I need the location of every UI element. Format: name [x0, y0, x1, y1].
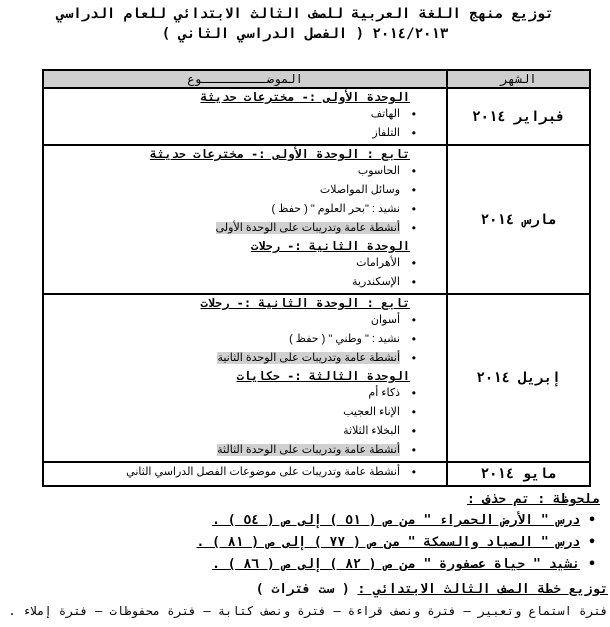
month-cell — [447, 145, 590, 294]
plan-periods: ( ست فترات ) — [255, 582, 350, 597]
month-cell — [447, 88, 590, 145]
list-item — [44, 349, 446, 368]
table-header-row — [43, 70, 590, 88]
deleted-lessons-list — [0, 510, 600, 576]
lesson-list — [44, 254, 446, 292]
list-item: • التلفاز — [44, 124, 446, 143]
list-item: • نشيد : " وطني " ( حفظ ) — [44, 330, 446, 349]
document-title: توزيع منهج اللغة العربية للصف الثالث الابتدائي للعام الدراسي — [56, 6, 554, 22]
month-cell — [447, 462, 590, 486]
list-item: • وسائل المواصلات — [44, 181, 446, 200]
table-row — [43, 88, 590, 145]
topic-cell — [43, 462, 447, 486]
month-cell — [447, 294, 590, 462]
table-row — [43, 145, 590, 294]
list-item: • نشيد : "بحر العلوم " ( حفظ ) — [44, 200, 446, 219]
lesson-list — [44, 463, 446, 482]
topic-cell — [43, 294, 447, 462]
list-item: • الإسكندرية — [44, 273, 446, 292]
highlighted-activity: أنشطة عامة وتدريبات على الوحدة الثالثة — [217, 444, 400, 456]
unit-heading: الوحدة الثانية :- رحلات — [251, 239, 410, 253]
lesson-list — [44, 105, 446, 143]
table-row — [43, 462, 590, 486]
list-item: • الهاتف — [44, 105, 446, 124]
header-topic: الموضـــــــــوع — [43, 70, 447, 88]
plan-heading — [0, 582, 608, 597]
list-item — [44, 441, 446, 460]
month-label: مارس ٢٠١٤ — [480, 211, 557, 228]
document-subtitle: ٢٠١٤/٢٠١٣ ( الفصل الدراسي الثاني ) — [161, 26, 449, 42]
list-item: • أنشطة عامة وتدريبات على موضوعات الفصل الدراسي الثاني — [44, 463, 446, 482]
list-item: • أسوان — [44, 311, 446, 330]
topic-cell — [43, 145, 447, 294]
list-item: • الإناء العجيب — [44, 403, 446, 422]
lesson-list — [44, 384, 446, 460]
notes-heading: ملحوظة : تم حذف : — [466, 492, 600, 507]
highlighted-activity: أنشطة عامة وتدريبات على الوحدة الثانية — [217, 352, 400, 364]
list-item — [44, 219, 446, 238]
list-item: • البخلاء الثلاثة — [44, 422, 446, 441]
list-item: • درس " الأرض الحمراء " من ص ( ٥١ ) إلى ص ( ٥٤ ) . — [0, 510, 600, 532]
list-item: • ذكاء أم — [44, 384, 446, 403]
list-item: • درس " الصياد والسمكة " من ص ( ٧٧ ) إلى ص ( ٨١ ) . — [0, 532, 600, 554]
lesson-list — [44, 162, 446, 238]
curriculum-table — [42, 69, 591, 487]
plan-title: توزيع خطة الصف الثالث الابتدائي : — [357, 582, 608, 597]
month-label: إبريل ٢٠١٤ — [476, 370, 561, 386]
list-item: • نشيد " حياة عصفورة " من ص ( ٨٢ ) إلى ص ( ٨٦ ) . — [0, 554, 600, 576]
unit-heading: الوحدة الأولى :- مخترعات حديثة — [200, 90, 410, 104]
month-label: مايو ٢٠١٤ — [480, 466, 557, 482]
header-month: الشهر — [447, 70, 590, 88]
topic-cell — [43, 88, 447, 145]
list-item: • الحاسوب — [44, 162, 446, 181]
table-row — [43, 294, 590, 462]
list-item: • الأهرامات — [44, 254, 446, 273]
unit-heading: الوحدة الثالثة :- حكايات — [236, 369, 410, 383]
month-label: فبراير ٢٠١٤ — [472, 108, 565, 125]
notes-section — [0, 490, 600, 576]
highlighted-activity: أنشطة عامة وتدريبات على الوحدة الأولى — [215, 222, 400, 234]
plan-categories: فترة استماع وتعبير – فترة ونصف قراءة – فترة ونصف كتابة – فترة محفوظات – فترة إملاء . — [8, 604, 608, 618]
lesson-list — [44, 311, 446, 368]
unit-heading: تابع : الوحدة الثانية :- رحلات — [200, 296, 410, 310]
unit-heading: تابع : الوحدة الأولى :- مخترعات حديثة — [149, 147, 410, 161]
